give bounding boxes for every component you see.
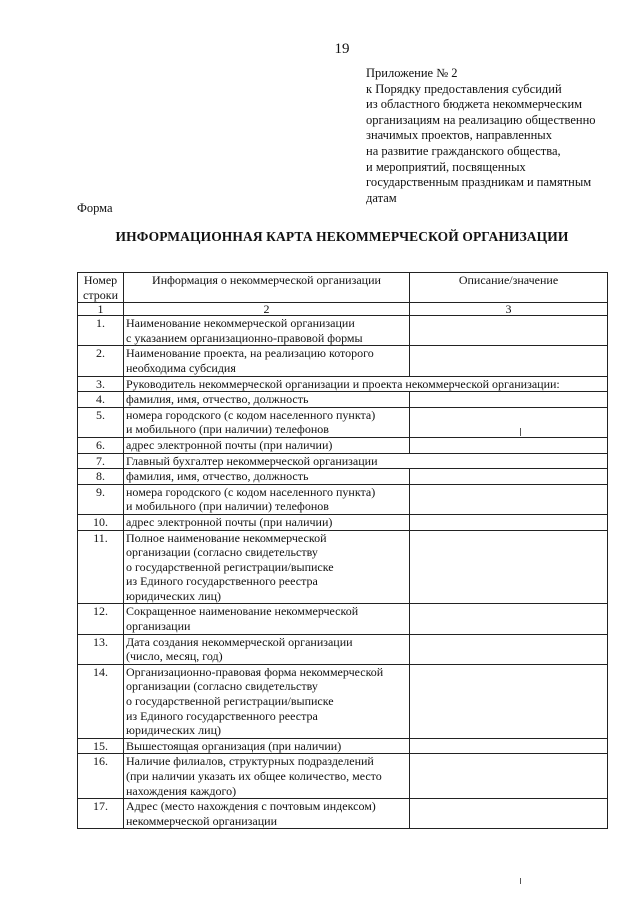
row-number: 8. [78, 469, 124, 485]
row-value-field[interactable] [410, 604, 608, 634]
row-information-line: организации (согласно свидетельству [126, 679, 318, 694]
row-information-line: организации (согласно свидетельству [126, 545, 318, 560]
row-number: 15. [78, 738, 124, 754]
row-number: 3. [78, 376, 124, 392]
row-information-line: Сокращенное наименование некоммерческой [126, 604, 359, 619]
row-number: 13. [78, 634, 124, 664]
row-information-line: Главный бухгалтер некоммерческой организации [126, 453, 378, 468]
row-number: 1. [78, 316, 124, 346]
table-row [78, 604, 608, 634]
document-title: ИНФОРМАЦИОННАЯ КАРТА НЕКОММЕРЧЕСКОЙ ОРГАНИЗАЦИИ [115, 229, 569, 244]
appendix-line: датам [366, 190, 397, 205]
row-value-field[interactable] [410, 484, 608, 514]
row-value-field[interactable] [410, 754, 608, 799]
table-row [78, 484, 608, 514]
info-card-table [77, 272, 608, 829]
row-information [124, 453, 608, 469]
row-information-line: Организационно-правовая форма некоммерческой [126, 664, 384, 679]
header-row-number: Номер строки [78, 273, 124, 303]
row-information-line: Дата создания некоммерческой организации [126, 634, 353, 649]
header-information: Информация о некоммерческой организации [124, 273, 410, 303]
row-value-field[interactable] [410, 514, 608, 530]
table-row [78, 316, 608, 346]
row-number: 5. [78, 407, 124, 437]
table-row [78, 799, 608, 829]
appendix-line: Приложение № 2 [366, 66, 458, 80]
row-information [124, 316, 410, 346]
row-information [124, 392, 410, 408]
appendix-line: организациям на реализацию общественно [366, 112, 596, 127]
row-number: 4. [78, 392, 124, 408]
table-row [78, 530, 608, 604]
row-information [124, 754, 410, 799]
appendix-line: и мероприятий, посвященных [366, 159, 526, 174]
row-information [124, 634, 410, 664]
row-information-line: Руководитель некоммерческой организации и проекта некоммерческой организации: [126, 376, 560, 391]
row-information-line: Наименование проекта, на реализацию которого [126, 346, 374, 361]
row-information-line: Наличие филиалов, структурных подразделений [126, 754, 374, 769]
row-information-line: адрес электронной почты (при наличии) [126, 437, 333, 452]
scan-mark [520, 428, 521, 436]
appendix-line: государственным праздникам и памятным [366, 175, 592, 190]
row-information-line: из Единого государственного реестра [126, 574, 318, 589]
header-value: Описание/значение [410, 273, 608, 303]
row-information [124, 530, 410, 604]
table-header-row [78, 273, 608, 303]
row-number: 16. [78, 754, 124, 799]
table-row [78, 407, 608, 437]
row-value-field[interactable] [410, 530, 608, 604]
row-number: 2. [78, 346, 124, 376]
appendix-header [366, 66, 636, 206]
table-row [78, 754, 608, 799]
row-information [124, 346, 410, 376]
row-information [124, 514, 410, 530]
row-information-line: необходима субсидия [126, 360, 236, 375]
table-row [78, 392, 608, 408]
appendix-line: к Порядку предоставления субсидий [366, 81, 562, 96]
row-value-field[interactable] [410, 407, 608, 437]
table-row [78, 514, 608, 530]
column-number: 2 [124, 303, 410, 316]
row-number: 11. [78, 530, 124, 604]
row-information [124, 376, 608, 392]
table-row [78, 634, 608, 664]
row-number: 14. [78, 664, 124, 738]
row-value-field[interactable] [410, 346, 608, 376]
row-value-field[interactable] [410, 316, 608, 346]
row-information-line: и мобильного (при наличии) телефонов [126, 422, 329, 437]
row-value-field[interactable] [410, 469, 608, 485]
row-information-line: Адрес (место нахождения с почтовым индексом) [126, 799, 376, 814]
column-number: 1 [78, 303, 124, 316]
row-value-field[interactable] [410, 392, 608, 408]
row-information-line: фамилия, имя, отчество, должность [126, 392, 309, 407]
row-value-field[interactable] [410, 738, 608, 754]
row-information-line: с указанием организационно-правовой формы [126, 330, 363, 345]
table-row [78, 346, 608, 376]
table-row [78, 437, 608, 453]
table-row [78, 738, 608, 754]
row-information-line: Вышестоящая организация (при наличии) [126, 738, 342, 753]
row-information-line: (при наличии указать их общее количество, место [126, 769, 382, 783]
row-information-line: о государственной регистрации/выписке [126, 559, 334, 574]
table-row [78, 469, 608, 485]
row-information-line: о государственной регистрации/выписке [126, 694, 334, 709]
form-label: Форма [77, 201, 113, 215]
row-information-line: Полное наименование некоммерческой [126, 530, 327, 545]
row-information-line: номера городского (с кодом населенного пункта) [126, 484, 376, 499]
row-information-line: юридических лиц) [126, 723, 221, 738]
row-number: 7. [78, 453, 124, 469]
appendix-line: значимых проектов, направленных [366, 128, 552, 143]
row-information [124, 469, 410, 485]
row-information [124, 738, 410, 754]
row-information [124, 407, 410, 437]
row-information-line: адрес электронной почты (при наличии) [126, 514, 333, 529]
row-information-line: организации [126, 619, 191, 634]
row-information-line: и мобильного (при наличии) телефонов [126, 499, 329, 514]
row-information-line: номера городского (с кодом населенного пункта) [126, 407, 376, 422]
page-number: 19 [334, 41, 350, 57]
row-information [124, 799, 410, 829]
row-information-line: (число, месяц, год) [126, 649, 223, 664]
row-information [124, 484, 410, 514]
row-information [124, 664, 410, 738]
row-information [124, 604, 410, 634]
table-row [78, 664, 608, 738]
column-number: 3 [410, 303, 608, 316]
row-information-line: некоммерческой организации [126, 813, 278, 828]
column-number-row [78, 303, 608, 316]
row-information-line: из Единого государственного реестра [126, 708, 318, 723]
row-number: 6. [78, 437, 124, 453]
row-number: 9. [78, 484, 124, 514]
table-row [78, 376, 608, 392]
row-value-field[interactable] [410, 799, 608, 829]
table-row [78, 453, 608, 469]
appendix-line: из областного бюджета некоммерческим [366, 97, 583, 112]
row-number: 17. [78, 799, 124, 829]
row-information-line: нахождения каждого) [126, 783, 237, 798]
row-number: 10. [78, 514, 124, 530]
row-value-field[interactable] [410, 437, 608, 453]
scan-mark [520, 878, 521, 884]
row-information-line: юридических лиц) [126, 588, 221, 603]
row-information-line: Наименование некоммерческой организации [126, 316, 355, 331]
row-information [124, 437, 410, 453]
row-value-field[interactable] [410, 664, 608, 738]
row-number: 12. [78, 604, 124, 634]
row-information-line: фамилия, имя, отчество, должность [126, 469, 309, 484]
row-value-field[interactable] [410, 634, 608, 664]
appendix-line: на развитие гражданского общества, [366, 143, 561, 158]
